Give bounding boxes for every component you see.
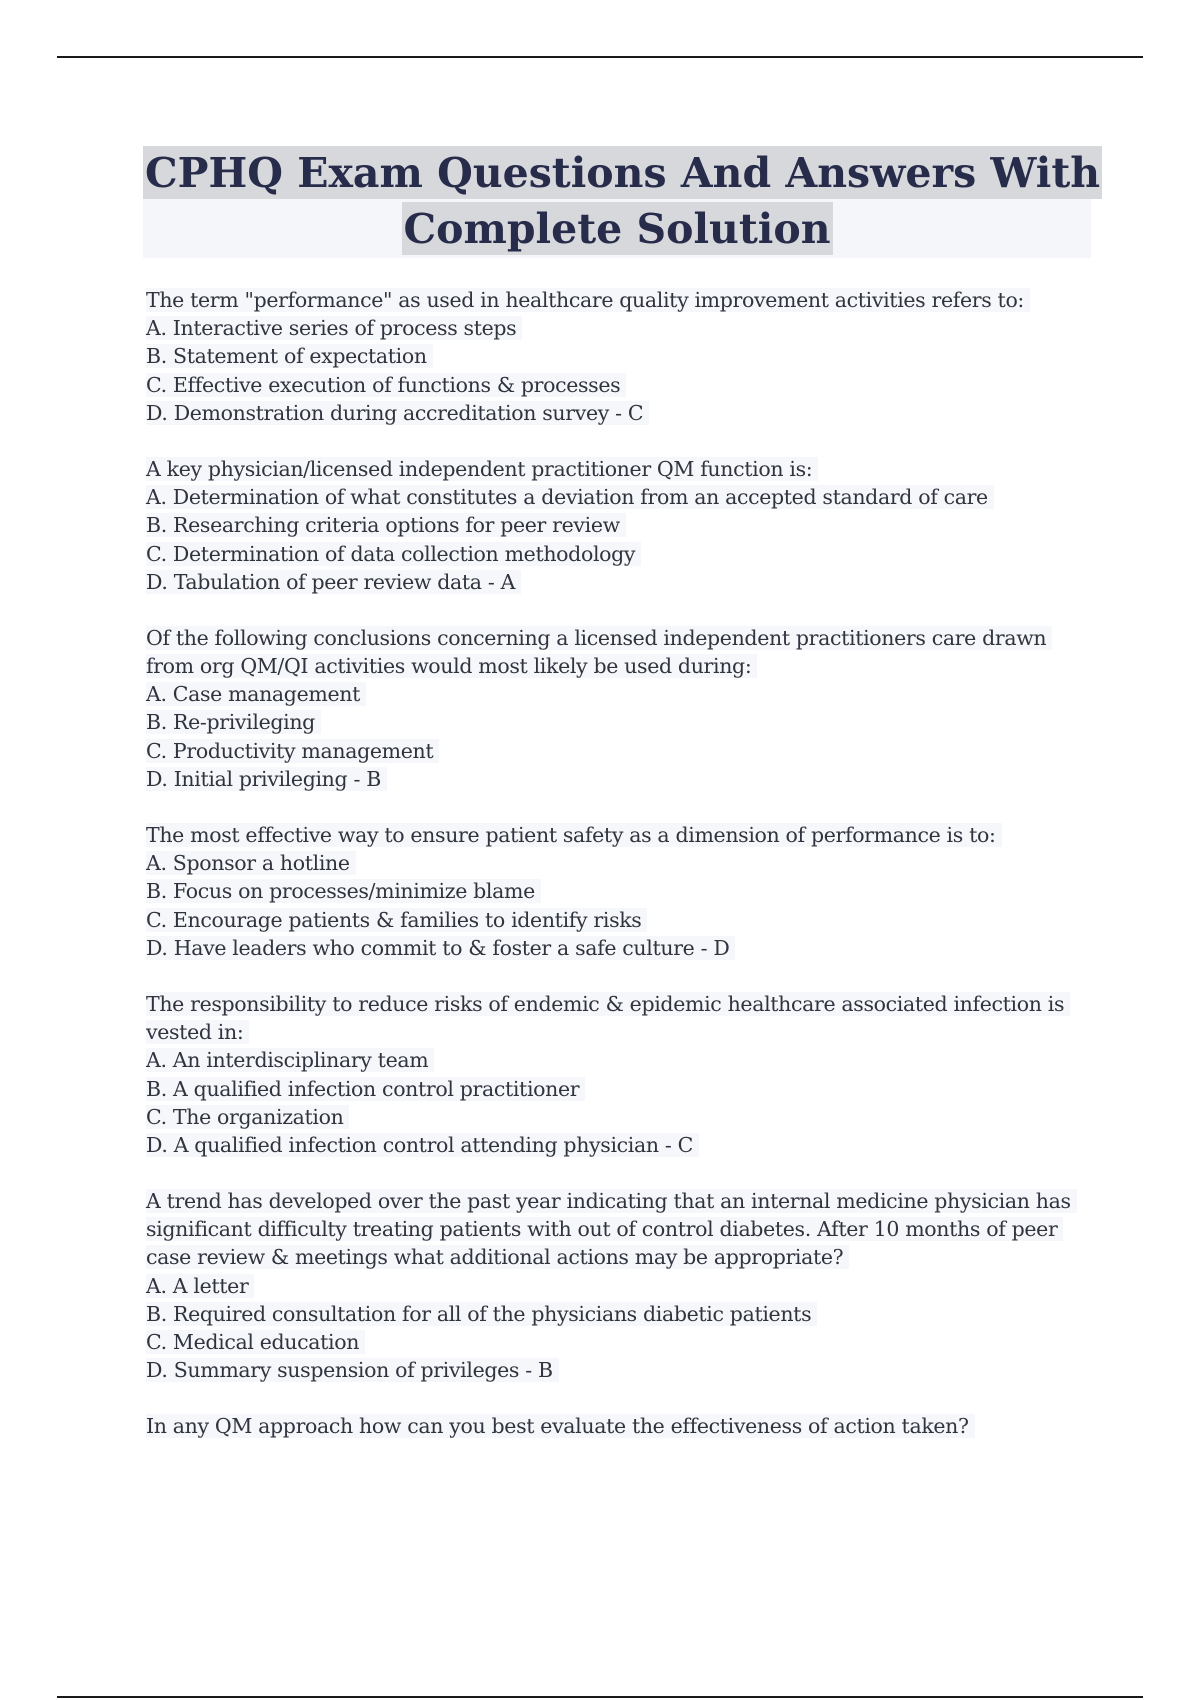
- answer-option: A. A letter: [146, 1274, 254, 1298]
- answer-option: A. Interactive series of process steps: [146, 316, 522, 340]
- answer-option: B. Re-privileging: [146, 710, 321, 734]
- answer-option: D. Summary suspension of privileges - B: [146, 1358, 559, 1382]
- title-line-2: Complete Solution: [402, 202, 833, 255]
- question-block: [146, 624, 1096, 793]
- answer-option: A. Determination of what constitutes a deviation from an accepted standard of care: [146, 485, 994, 509]
- answer-option: D. Demonstration during accreditation survey - C: [146, 401, 649, 425]
- question-list: [146, 286, 1096, 1469]
- answer-option: B. Required consultation for all of the physicians diabetic patients: [146, 1302, 817, 1326]
- answer-option: B. Statement of expectation: [146, 344, 433, 368]
- question-text: case review & meetings what additional actions may be appropriate?: [146, 1245, 849, 1269]
- question-block: [146, 821, 1096, 962]
- answer-option: A. Case management: [146, 682, 366, 706]
- document-title: [143, 146, 1101, 258]
- question-block: [146, 1412, 1096, 1440]
- answer-option: C. Medical education: [146, 1330, 365, 1354]
- answer-option: C. Effective execution of functions & processes: [146, 373, 626, 397]
- question-text: The most effective way to ensure patient safety as a dimension of performance is to:: [146, 823, 1002, 847]
- answer-option: D. Tabulation of peer review data - A: [146, 570, 521, 594]
- question-text: In any QM approach how can you best evaluate the effectiveness of action taken?: [146, 1414, 975, 1438]
- answer-option: C. Encourage patients & families to identify risks: [146, 908, 647, 932]
- question-block: [146, 455, 1096, 596]
- question-text: The responsibility to reduce risks of endemic & epidemic healthcare associated infection is: [146, 992, 1070, 1016]
- question-block: [146, 286, 1096, 427]
- answer-option: D. Initial privileging - B: [146, 767, 387, 791]
- answer-option: D. Have leaders who commit to & foster a safe culture - D: [146, 936, 735, 960]
- question-text: The term "performance" as used in healthcare quality improvement activities refers to:: [146, 288, 1030, 312]
- answer-option: C. Determination of data collection methodology: [146, 542, 641, 566]
- question-text: vested in:: [146, 1020, 249, 1044]
- answer-option: C. Productivity management: [146, 739, 439, 763]
- question-text: A key physician/licensed independent practitioner QM function is:: [146, 457, 818, 481]
- question-text: significant difficulty treating patients with out of control diabetes. After 10 months of peer: [146, 1217, 1063, 1241]
- answer-option: B. Focus on processes/minimize blame: [146, 879, 541, 903]
- question-text: A trend has developed over the past year indicating that an internal medicine physician has: [146, 1189, 1077, 1213]
- question-text: Of the following conclusions concerning a licensed independent practitioners care drawn: [146, 626, 1052, 650]
- question-text: from org QM/QI activities would most likely be used during:: [146, 654, 757, 678]
- question-block: [146, 1187, 1096, 1384]
- answer-option: B. Researching criteria options for peer review: [146, 513, 626, 537]
- question-block: [146, 990, 1096, 1159]
- answer-option: A. Sponsor a hotline: [146, 851, 356, 875]
- title-line-1: CPHQ Exam Questions And Answers With: [143, 146, 1102, 199]
- answer-option: C. The organization: [146, 1105, 349, 1129]
- header-rule: [57, 56, 1143, 58]
- answer-option: D. A qualified infection control attending physician - C: [146, 1133, 699, 1157]
- answer-option: B. A qualified infection control practitioner: [146, 1077, 585, 1101]
- footer-rule: [57, 1696, 1143, 1698]
- answer-option: A. An interdisciplinary team: [146, 1048, 434, 1072]
